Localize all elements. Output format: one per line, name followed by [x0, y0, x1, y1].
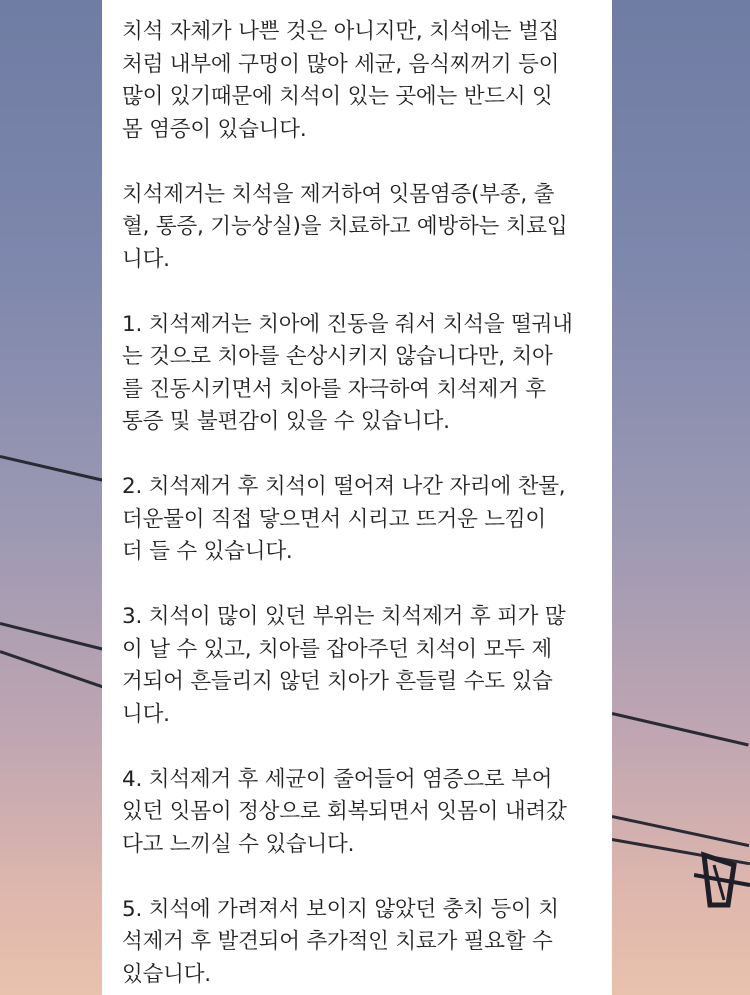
text-line: 치석제거는 치석을 제거하여 잇몸염증(부종, 출: [122, 181, 555, 207]
text-line: 거되어 흔들리지 않던 치아가 흔들릴 수도 있습: [122, 669, 553, 694]
text-line: 니다.: [122, 701, 170, 727]
text-line: 더운물이 직접 닿으면서 시리고 뜨거운 느낌이: [122, 506, 546, 532]
text-line: 는 것으로 치아를 손상시키지 않습니다만, 치아: [122, 344, 553, 369]
text-line: 5. 치석에 가려져서 보이지 않았던 충치 등이 치: [122, 896, 559, 922]
text-line: 처럼 내부에 구멍이 많아 세균, 음식찌꺼기 등이: [122, 51, 560, 77]
text-line: 있습니다.: [122, 961, 211, 987]
text-line: 를 진동시키면서 치아를 자극하여 치석제거 후: [122, 376, 546, 402]
text-line: 1. 치석제거는 치아에 진동을 줘서 치석을 떨궈내: [122, 311, 573, 337]
text-line: 다고 느끼실 수 있습니다.: [122, 831, 355, 857]
text-line: 니다.: [122, 246, 170, 272]
text-line: 3. 치석이 많이 있던 부위는 치석제거 후 피가 많: [122, 604, 566, 629]
text-line: 혈, 통증, 기능상실)을 치료하고 예방하는 치료입: [122, 214, 568, 239]
definition-paragraph: [122, 179, 602, 277]
point-4-paragraph: [122, 764, 602, 862]
text-line: 더 들 수 있습니다.: [122, 539, 293, 564]
text-line: 4. 치석제거 후 세균이 줄어들어 염증으로 부어: [122, 766, 553, 792]
text-line: 있던 잇몸이 정상으로 회복되면서 잇몸이 내려갔: [122, 799, 567, 824]
point-2-paragraph: [122, 471, 602, 569]
point-3-paragraph: [122, 601, 602, 731]
point-5-paragraph: [122, 894, 602, 992]
power-line: [0, 650, 104, 689]
utility-pole-icon: [694, 845, 750, 915]
text-line: 2. 치석제거 후 치석이 떨어져 나간 자리에 찬물,: [122, 474, 566, 499]
text-line: 석제거 후 발견되어 추가적인 치료가 필요할 수: [122, 929, 553, 954]
text-line: 통증 및 불편감이 있을 수 있습니다.: [122, 409, 450, 434]
power-line: [0, 622, 107, 652]
point-1-paragraph: [122, 309, 602, 439]
text-line: 치석 자체가 나쁜 것은 아니지만, 치석에는 벌집: [122, 19, 560, 44]
text-line: 몸 염증이 있습니다.: [122, 116, 307, 142]
intro-paragraph: [122, 16, 602, 146]
scaling-info-text: [122, 16, 602, 995]
text-line: 많이 있기때문에 치석이 있는 곳에는 반드시 잇: [122, 84, 553, 109]
power-line: [612, 712, 749, 746]
text-line: 이 날 수 있고, 치아를 잡아주던 치석이 모두 제: [122, 636, 552, 662]
power-line: [0, 455, 108, 483]
